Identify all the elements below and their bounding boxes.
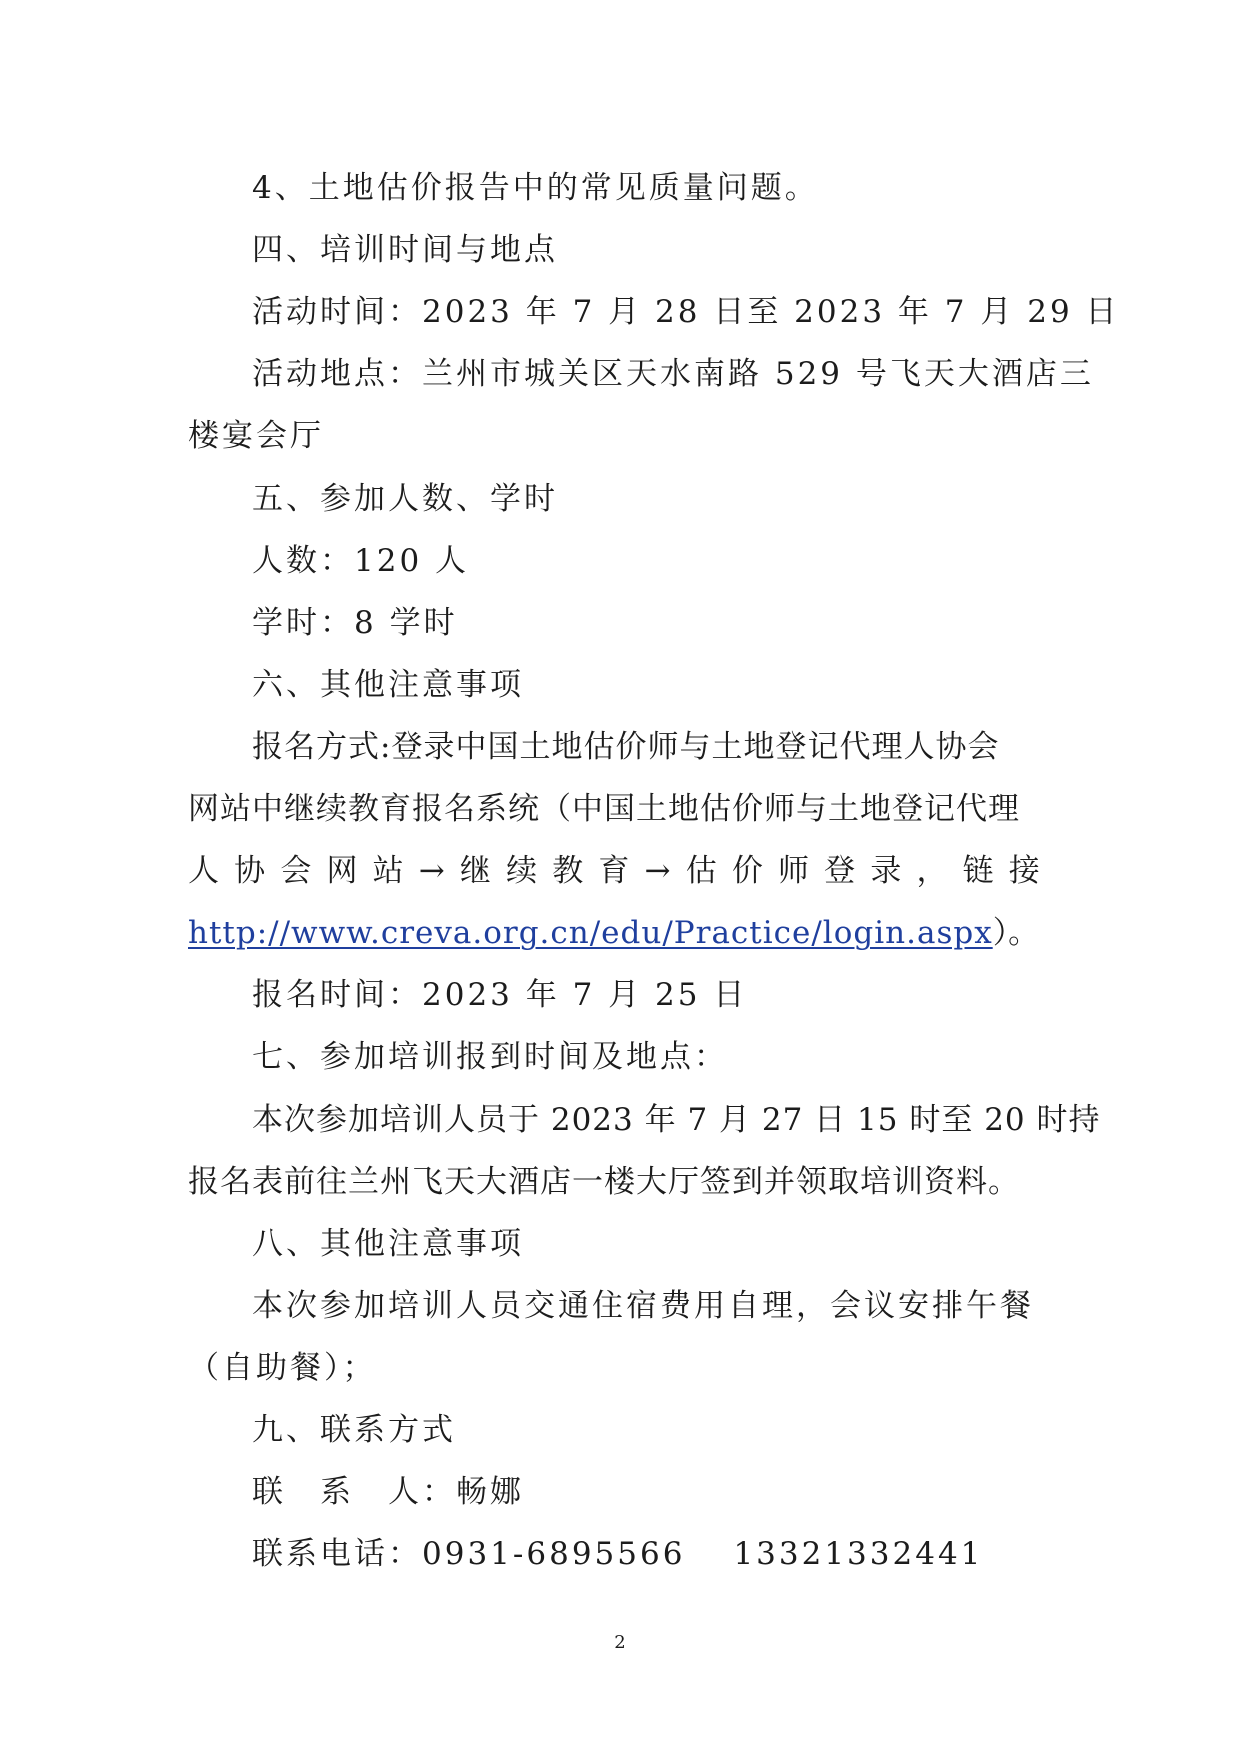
contact-phone: [252, 1534, 983, 1574]
char: 协: [234, 853, 266, 889]
section-heading: 五、参加人数、学时: [252, 481, 558, 517]
body-line: 4、土地估价报告中的常见质量问题。: [252, 170, 819, 206]
mobile-number: 13321332441: [733, 1536, 984, 1572]
body-line: 楼宴会厅: [188, 418, 324, 454]
body-line: （自助餐）；: [188, 1350, 377, 1386]
section-heading: 六、其他注意事项: [252, 667, 524, 703]
justified-line: [188, 851, 1040, 891]
char: 续: [506, 853, 538, 889]
contact-person: 联 系 人：畅娜: [252, 1474, 524, 1510]
char: 继: [459, 853, 491, 889]
body-line: 本次参加培训人员于 2023 年 7 月 27 日 15 时至 20 时持: [252, 1102, 1101, 1138]
char: 估: [685, 853, 717, 889]
body-line: 本次参加培训人员交通住宿费用自理，会议安排午餐: [252, 1288, 1034, 1324]
char: ，: [916, 853, 948, 889]
body-line: 活动地点：兰州市城关区天水南路 529 号飞天大酒店三: [252, 356, 1094, 392]
char: 登: [824, 853, 856, 889]
char: 价: [731, 853, 763, 889]
section-heading: 八、其他注意事项: [252, 1226, 524, 1262]
body-line: 报名时间：2023 年 7 月 25 日: [252, 977, 748, 1013]
body-line: 人数：120 人: [252, 543, 470, 579]
body-line: 学时：8 学时: [252, 605, 458, 641]
char: 人: [188, 853, 219, 889]
char: 录: [870, 853, 902, 889]
char: 育: [598, 853, 630, 889]
arrow-glyph: →: [418, 853, 445, 889]
char: 教: [552, 853, 584, 889]
body-line: 报名表前往兰州飞天大酒店一楼大厅签到并领取培训资料。: [188, 1164, 1020, 1200]
page-number: 2: [614, 1632, 626, 1653]
section-heading: 九、联系方式: [252, 1412, 456, 1448]
phone-label: 联系电话：0931-6895566: [252, 1536, 686, 1572]
char: 链: [962, 853, 994, 889]
body-line: 活动时间：2023 年 7 月 28 日至 2023 年 7 月 29 日: [252, 294, 1120, 330]
arrow-glyph: →: [644, 853, 671, 889]
char: 站: [372, 853, 404, 889]
section-heading: 四、培训时间与地点: [252, 232, 558, 268]
body-line: 报名方式:登录中国土地估价师与土地登记代理人协会: [252, 729, 1000, 765]
link-tail: ）。: [992, 915, 1040, 951]
char: 接: [1008, 853, 1040, 889]
link-line: [188, 913, 1039, 953]
char: 网: [326, 853, 358, 889]
body-line: 网站中继续教育报名系统（中国土地估价师与土地登记代理: [188, 791, 1020, 827]
registration-link[interactable]: http://www.creva.org.cn/edu/Practice/login.aspx: [188, 915, 993, 951]
char: 师: [778, 853, 809, 889]
char: 会: [280, 853, 312, 889]
section-heading: 七、参加培训报到时间及地点：: [252, 1039, 728, 1075]
